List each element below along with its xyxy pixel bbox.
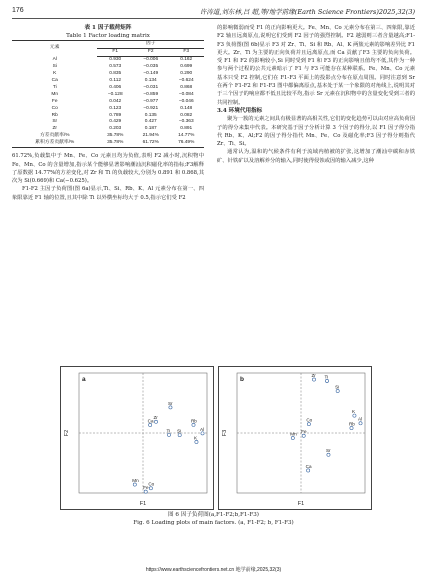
page-footer: https://www.earthsciencefrontiers.net.cn 地学前缘,2025,32(3) bbox=[145, 567, 282, 573]
left-column bbox=[12, 24, 204, 202]
table-header-f2: F2 bbox=[133, 48, 169, 56]
table-cell-value: −0.035 bbox=[143, 63, 159, 69]
data-label-si: Si bbox=[335, 384, 340, 390]
table-cell-value: −0.084 bbox=[178, 91, 194, 97]
data-point-al bbox=[359, 422, 362, 425]
figure-caption-en: Fig. 6 Loading plots of main factors. (a, F1-F2; b, F1-F3) bbox=[133, 519, 294, 526]
data-point-zr bbox=[312, 378, 315, 381]
table-row bbox=[12, 106, 204, 113]
data-label-co: Co bbox=[148, 481, 155, 487]
data-label-k: K bbox=[351, 409, 356, 414]
table-cell-value: −0.977 bbox=[143, 98, 159, 104]
table-cell-element: K bbox=[53, 70, 57, 76]
table-cell-value: 14.77% bbox=[178, 133, 195, 139]
table-cell-value: 35.78% bbox=[97, 140, 133, 147]
table-cell-value: 0.930 bbox=[109, 56, 122, 62]
data-label-rb: Rb bbox=[348, 421, 355, 427]
y-axis-label: F2 bbox=[64, 429, 70, 437]
table-cell-value: 0.123 bbox=[109, 105, 122, 111]
table-row bbox=[12, 92, 204, 99]
table-cell-element: 方差贡献率/% bbox=[39, 133, 70, 139]
data-label-ca: Ca bbox=[305, 463, 312, 469]
data-point-fe bbox=[302, 434, 305, 437]
table-cell-value: 21.94% bbox=[142, 133, 159, 139]
page-header bbox=[12, 5, 415, 19]
table-cell-value: 0.573 bbox=[109, 63, 122, 69]
table-cell-element: Sr bbox=[52, 119, 58, 125]
data-point-rb bbox=[350, 426, 353, 429]
table-cell-value: −0.921 bbox=[143, 105, 159, 111]
table-cell-value: 0.891 bbox=[180, 126, 193, 132]
table-cell-value: 0.406 bbox=[109, 84, 122, 90]
data-point-rb bbox=[192, 423, 195, 426]
table-row bbox=[12, 71, 204, 78]
left-paragraph-2: F1-F2 主因子负荷图(图 6a)显示,Ti、Si、Rb、K、Al 元素分布在第一、四象限靠近 F1 轴的位置,且其中除 Ti 以外横坐标均大于 0.5,指示它们受 F2 bbox=[12, 186, 204, 201]
table-cell-element: Ti bbox=[52, 84, 57, 90]
y-axis-label: F3 bbox=[222, 429, 228, 437]
table-cell-value: −0.128 bbox=[107, 91, 123, 97]
data-point-co bbox=[307, 423, 310, 426]
table-cell-value: 0.427 bbox=[144, 119, 157, 125]
data-label-zr: Zr bbox=[311, 372, 316, 378]
table-cell-element: 累积方差贡献率/% bbox=[12, 140, 97, 147]
panel-label: b bbox=[240, 376, 244, 383]
table-cell-element: Ca bbox=[51, 77, 58, 83]
right-paragraph-3: 通常认为,温和的气候条件有利于流域内植被的扩张,这增加了潮汕中碳和赤铁矿、针铁矿以及溶解养分的输入,同时使得侵蚀或因的输入减少,这种 bbox=[217, 149, 415, 164]
table-cell-element: Fe bbox=[51, 98, 58, 104]
data-label-ti: Ti bbox=[166, 428, 171, 434]
table-cell-value: 0.203 bbox=[109, 126, 122, 132]
data-point-sr bbox=[169, 406, 172, 409]
table-cell-element: Co bbox=[51, 105, 58, 111]
table-row bbox=[12, 119, 204, 126]
data-point-ti bbox=[167, 433, 170, 436]
table-header-factor: 因子 bbox=[97, 41, 204, 49]
x-axis-label: F1 bbox=[139, 501, 147, 507]
data-point-k bbox=[353, 414, 356, 417]
table-cell-element: Si bbox=[52, 63, 57, 69]
data-label-fe: Fe bbox=[143, 485, 149, 491]
table-body bbox=[12, 56, 204, 147]
right-column bbox=[217, 24, 415, 165]
figure-caption-cn: 图 6 因子负荷图(a,F1-F2;b,F1-F3) bbox=[168, 512, 259, 518]
data-label-mn: Mn bbox=[132, 477, 139, 483]
data-label-fe: Fe bbox=[301, 429, 307, 435]
data-label-al: Al bbox=[358, 416, 363, 422]
table-cell-value: −0.046 bbox=[178, 98, 194, 104]
table-cell-value: −0.149 bbox=[143, 70, 159, 76]
data-label-sr: Sr bbox=[325, 448, 331, 454]
table-cell-value: 0.148 bbox=[180, 105, 193, 111]
table-cell-value: 0.868 bbox=[180, 84, 193, 90]
data-point-fe bbox=[144, 490, 147, 493]
left-paragraph-1: 61.72%,负载集中于 Mn、Fe、Co 元素且均为负值,表明 F2 减小时,沉积物中 Fe、Mn、Co 的含量增加,指示某个能够显著影响潮汕沉积磁化率的指标;F3解释了原数据 14.77%的方差变化,对 Zr 和 Ti 的负载较大,分别为 0.891 和 0.868,其次为 Si(0.669)和 Ca(−0.625)。 bbox=[12, 153, 204, 185]
x-axis-label: F1 bbox=[297, 501, 305, 507]
table-cell-value: −0.363 bbox=[178, 119, 194, 125]
table-cell-value: 35.78% bbox=[107, 133, 124, 139]
table-cell-value: −0.031 bbox=[143, 84, 159, 90]
table-row bbox=[12, 56, 204, 63]
data-point-co bbox=[149, 487, 152, 490]
data-label-mn: Mn bbox=[290, 431, 297, 437]
table-cell-value: −0.859 bbox=[143, 91, 159, 97]
factor-loading-table bbox=[12, 40, 204, 148]
data-point-zr bbox=[154, 420, 157, 423]
page-number: 176 bbox=[12, 7, 24, 14]
data-label-zr: Zr bbox=[153, 415, 158, 421]
data-label-k: K bbox=[193, 435, 198, 441]
table-cell-value: −0.624 bbox=[178, 77, 194, 83]
table-row bbox=[12, 113, 204, 120]
data-label-ti: Ti bbox=[324, 374, 329, 380]
right-paragraph-2: 聚为一簇的元素之间具有极显著的高相关性,它们的变化趋势可以由对应高负荷因子的得分来集中代表。本研究基于因子分析计算 3 个因子的得分,以 F1 因子得分指代 Rb、K、Al;F2 的因子得分指代 Mn、Fe、Co 及磁化率;F3 因子得分则指代 Zr、Ti、Si。 bbox=[217, 116, 415, 148]
table-caption bbox=[12, 24, 204, 40]
data-point-ca bbox=[307, 469, 310, 472]
table-cell-element: Zr bbox=[52, 126, 57, 132]
table-cell-value: 0.112 bbox=[109, 77, 122, 83]
journal-citation: 许涛道,刘东林,吕 超,等/地学前缘(Earth Science Frontiers)2025,32(3) bbox=[199, 8, 415, 16]
table-cell-value: 0.082 bbox=[180, 112, 193, 118]
loading-plot-a bbox=[60, 366, 214, 510]
header-rule bbox=[12, 18, 415, 19]
table-cell-value: 0.042 bbox=[109, 98, 122, 104]
data-point-si bbox=[178, 434, 181, 437]
table-cell-value: 0.290 bbox=[180, 70, 193, 76]
table-header-f3: F3 bbox=[168, 48, 204, 56]
section-heading: 3.4 环境代用指标 bbox=[217, 107, 263, 114]
table-cell-element: Al bbox=[52, 56, 57, 62]
data-point-k bbox=[195, 440, 198, 443]
figure-caption bbox=[0, 512, 427, 527]
table-cell-value: 76.49% bbox=[168, 140, 204, 147]
table-cell-element: Mn bbox=[51, 91, 59, 97]
table-cell-value: 0.699 bbox=[180, 63, 193, 69]
data-label-si: Si bbox=[177, 428, 182, 434]
table-cell-value: 0.835 bbox=[109, 70, 122, 76]
table-header-element: 元素 bbox=[12, 41, 97, 57]
data-point-mn bbox=[133, 483, 136, 486]
table-row bbox=[12, 85, 204, 92]
table-cell-value: 0.187 bbox=[144, 126, 157, 132]
data-point-ca bbox=[149, 423, 152, 426]
data-label-rb: Rb bbox=[190, 418, 197, 424]
data-point-mn bbox=[291, 436, 294, 439]
table-cell-value: 0.429 bbox=[109, 119, 122, 125]
table-cell-value: 0.135 bbox=[144, 112, 157, 118]
data-label-ca: Ca bbox=[147, 418, 154, 424]
table-row bbox=[12, 78, 204, 85]
table-caption-cn: 表 1 因子载荷矩阵 bbox=[84, 25, 132, 31]
table-row bbox=[12, 99, 204, 106]
table-cell-value: 0.162 bbox=[180, 56, 193, 62]
right-paragraph-1: 的影响微弱而受 F1 的正向影响更大。Fe、Mn、Co 元素分布在第三、四象限,靠近 F2 轴且远离原点,说明它们受到 F2 因子的强烈控制。F2 越弱则三者含量越高;F1-F3 负荷图(图 6b)显示 F3 对 Zr、Ti、Si 和 Rb、Al、K 两簇元素的影响差异比 F1 更大。Zr、Ti 为主要的正向负荷并且远离原点,而 Ca 贡献了F3 主要的负向负荷。受 F1 和 F2 的影响较小,Si 同时受到 F1 和 F3 的正向影响且值均不低,其作为一种参与两个过程的公共元素暗示了 F1 与 F3 可能存在某种联系。Fe、Mn、Co 元素基本只受 F2 控制,它们在 F1-F3 平面上的投影点分布在原点周围。同时注意到 Sr 在两个 F1-F2 和 F1-F3 图中都偏离原点,基本处于某一个象限的对角线上,说明其对于三个因子的响应都不低且比较平均,指示 Sr 元素在沉积物中的含量变化受到三者的共同控制。 bbox=[217, 25, 415, 106]
panel-label: a bbox=[82, 376, 86, 383]
table-cell-value: 61.72% bbox=[133, 140, 169, 147]
data-point-sr bbox=[327, 453, 330, 456]
table-row bbox=[12, 140, 204, 147]
table-cell-value: −0.006 bbox=[143, 56, 159, 62]
data-point-ti bbox=[325, 379, 328, 382]
data-point-al bbox=[201, 432, 204, 435]
table-row bbox=[12, 64, 204, 71]
table-cell-value: 0.134 bbox=[144, 77, 157, 83]
data-label-sr: Sr bbox=[167, 400, 173, 406]
table-cell-element: Rb bbox=[51, 112, 58, 118]
data-label-co: Co bbox=[306, 417, 313, 423]
table-cell-value: 0.789 bbox=[109, 112, 122, 118]
loading-plot-b bbox=[218, 366, 372, 510]
data-point-si bbox=[336, 389, 339, 392]
table-caption-en: Table 1 Factor loading matrix bbox=[66, 33, 150, 39]
data-label-al: Al bbox=[200, 426, 205, 432]
table-header-f1: F1 bbox=[97, 48, 133, 56]
